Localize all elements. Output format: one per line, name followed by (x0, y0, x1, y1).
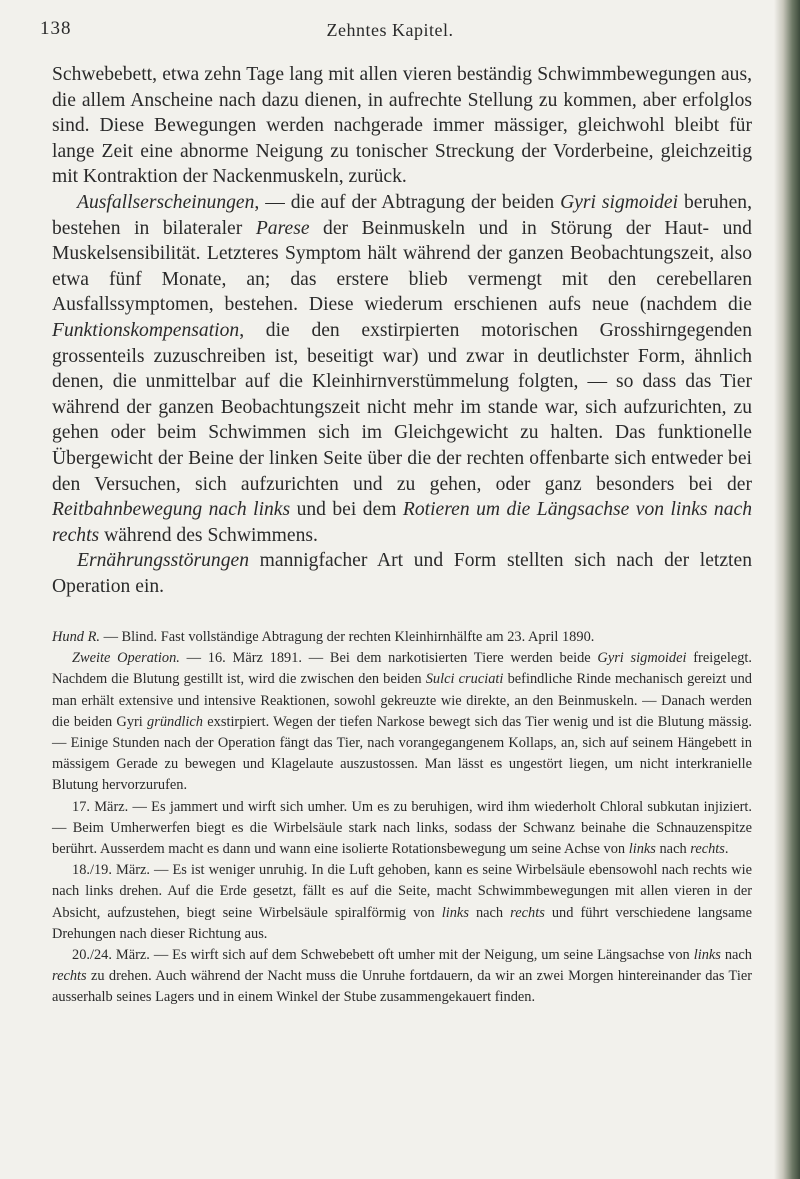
operation-label: Zweite Operation. (72, 650, 180, 667)
paragraph-ausfallserscheinungen (52, 190, 752, 548)
text-run: 20./24. März. — Es wirft sich auf dem Schwebebett oft umher mit der Neigung, um seine Längsachse von (72, 947, 694, 964)
term-gruendlich: gründlich (147, 713, 204, 730)
term-funktionskompensation: Funktionskompensation (52, 319, 240, 341)
text-run: und bei dem (290, 499, 403, 521)
running-title: Zehntes Kapitel. (326, 20, 454, 40)
text-run: mannigfacher Art und Form stellten sich nach der letzten Operation ein. (52, 550, 752, 597)
page-header (0, 18, 780, 46)
text-run: zu drehen. Auch während der Nacht muss die Unruhe fortdauern, da wir an zwei Morgen hintereinander das Tier ausserhalb seines Lagers und in einem Winkel der Stube zusammengekauert finden. (52, 968, 752, 1006)
text-run: beruhen, bestehen in bilateraler (52, 191, 752, 239)
term-rechts: rechts (52, 968, 87, 985)
text-run: und führt verschiedene langsame Drehungen nach dieser Richtung aus. (52, 904, 752, 942)
term-rechts: rechts (510, 904, 545, 921)
text-run: . (724, 841, 729, 858)
text-run: 17. März. — Es jammert und wirft sich umher. Um es zu beruhigen, wird ihm wiederholt Chloral subkutan injiziert. — Beim Umherwerfen biegt es die Wirbelsäule stark nach links, sodass der Schwanz beinahe die Schnauzenspitze berührt. Ausserdem macht es dann und wann eine isolierte Rotationsbewegung um seine Achse von (52, 798, 752, 858)
page-binding-edge (774, 0, 800, 1179)
term-links: links (693, 947, 721, 964)
text-run: exstirpiert. Wegen der tiefen Narkose bewegt sich das Tier wenig und ist die Blutung mässig. — Einige Stunden nach der Operation fängt das Tier, nach vorangegangenem Kollaps, an, sich auf seinem Hängebett in mässigem Gerade zu bewegen und Klagelaute auszustossen. Man lässt es ungestört liegen, um nicht interkranielle Blutung hervorzurufen. (52, 713, 752, 794)
text-run: — Blind. Fast vollständige Abtragung der rechten Kleinhirnhälfte am 23. April 1890. (99, 629, 595, 645)
text-run: befindliche Rinde mechanisch gereizt und man erhält extensive und intensive Reaktionen, sowohl gekreuzte wie direkte, an den Beinmuskeln. — Danach werden die beiden Gyri (52, 671, 752, 730)
main-text (52, 62, 752, 599)
text-run: nach (720, 947, 753, 964)
term-links: links (628, 841, 656, 858)
text-run: nach (468, 904, 511, 921)
term-gyri-sigmoidei: Gyri sigmoidei (597, 650, 687, 667)
text-run: 18./19. März. — Es ist weniger unruhig. In die Luft gehoben, kann es seine Wirbelsäule ebensowohl nach rechts wie nach links drehen. Auf die Erde gesetzt, fällt es auf die Seite, macht Schwimmbewegungen mit allen vieren in der Absicht, aufzustehen, biegt seine Wirbelsäule spiralförmig von (52, 862, 752, 921)
term-parese: Parese (255, 217, 310, 239)
term-links: links (441, 904, 469, 921)
text-run: , die den exstirpierten motorischen Grosshirngegenden grossenteils zuzuschreiben ist, beseitigt war) und zwar in deutlichster Form, ähnlich denen, die unmittelbar auf die Kleinhirnverstümmelung folgten, — so dass das Tier während der ganzen Beobachtungszeit nicht mehr im stande war, sich aufzurichten, zu gehen oder beim Schwimmen sich im Gleichgewicht zu halten. Das funktionelle Übergewicht der Beine der linken Seite über die der rechten offenbarte sich entweder bei den Versuchen, sich aufzurichten und zu gehen, oder ganz besonders bei der (52, 319, 752, 495)
text-run: der Beinmuskeln und in Störung der Haut- und Muskelsensibilität. Letzteres Symptom hält während der ganzen Beobachtungszeit, also etwa fünf Monate, an; das erstere blieb vermengt mit den cerebellaren Ausfallssymptomen, bestehen. Diese wiederum erschienen aufs neue (nachdem die (52, 217, 752, 316)
term-sulci-cruciati: Sulci cruciati (425, 671, 504, 688)
paragraph-1 (52, 62, 752, 190)
text-run: — 16. März 1891. — Bei dem narkotisierten Tiere werden beide (179, 650, 598, 667)
paragraph-ernaehrungsstoerungen (52, 548, 752, 599)
text-run: nach (655, 841, 691, 858)
paragraph-1-text: Schwebebett, etwa zehn Tage lang mit allen vieren beständig Schwimmbewegungen aus, die allem Anscheine nach dazu dienen, in aufrechte Stellung zu kommen, aber erfolglos sind. Diese Bewegungen werden nachgerade immer mässiger, gleichwohl bleibt für lange Zeit eine abnorme Neigung zu tonischer Streckung der Vorderbeine, gleichzeitig mit Kontraktion der Nackenmuskeln, zurück. (52, 64, 752, 188)
text-run: , — die auf der Abtragung der beiden (254, 191, 561, 213)
note-zweite-operation (52, 648, 752, 796)
note-hund-r (52, 627, 752, 648)
note-17-maerz (52, 797, 752, 861)
term-rotieren: Rotieren um die Längsachse von links nach rechts (52, 499, 752, 546)
case-label: Hund R. (52, 629, 100, 645)
term-reitbahnbewegung: Reitbahnbewegung nach links (52, 499, 291, 521)
text-run: während des Schwimmens. (99, 524, 318, 546)
note-20-24-maerz (52, 945, 752, 1009)
term-rechts: rechts (690, 841, 725, 858)
term-gyri-sigmoidei: Gyri sigmoidei (560, 191, 679, 213)
note-18-19-maerz (52, 860, 752, 945)
term-ausfallserscheinungen: Ausfallserscheinungen (77, 191, 255, 213)
term-ernaehrungsstoerungen: Ernährungsstörungen (77, 550, 250, 572)
case-notes (52, 627, 752, 1009)
page-number: 138 (40, 18, 72, 39)
text-run: freigelegt. Nachdem die Blutung gestillt ist, wird die zwischen den beiden (52, 650, 752, 688)
